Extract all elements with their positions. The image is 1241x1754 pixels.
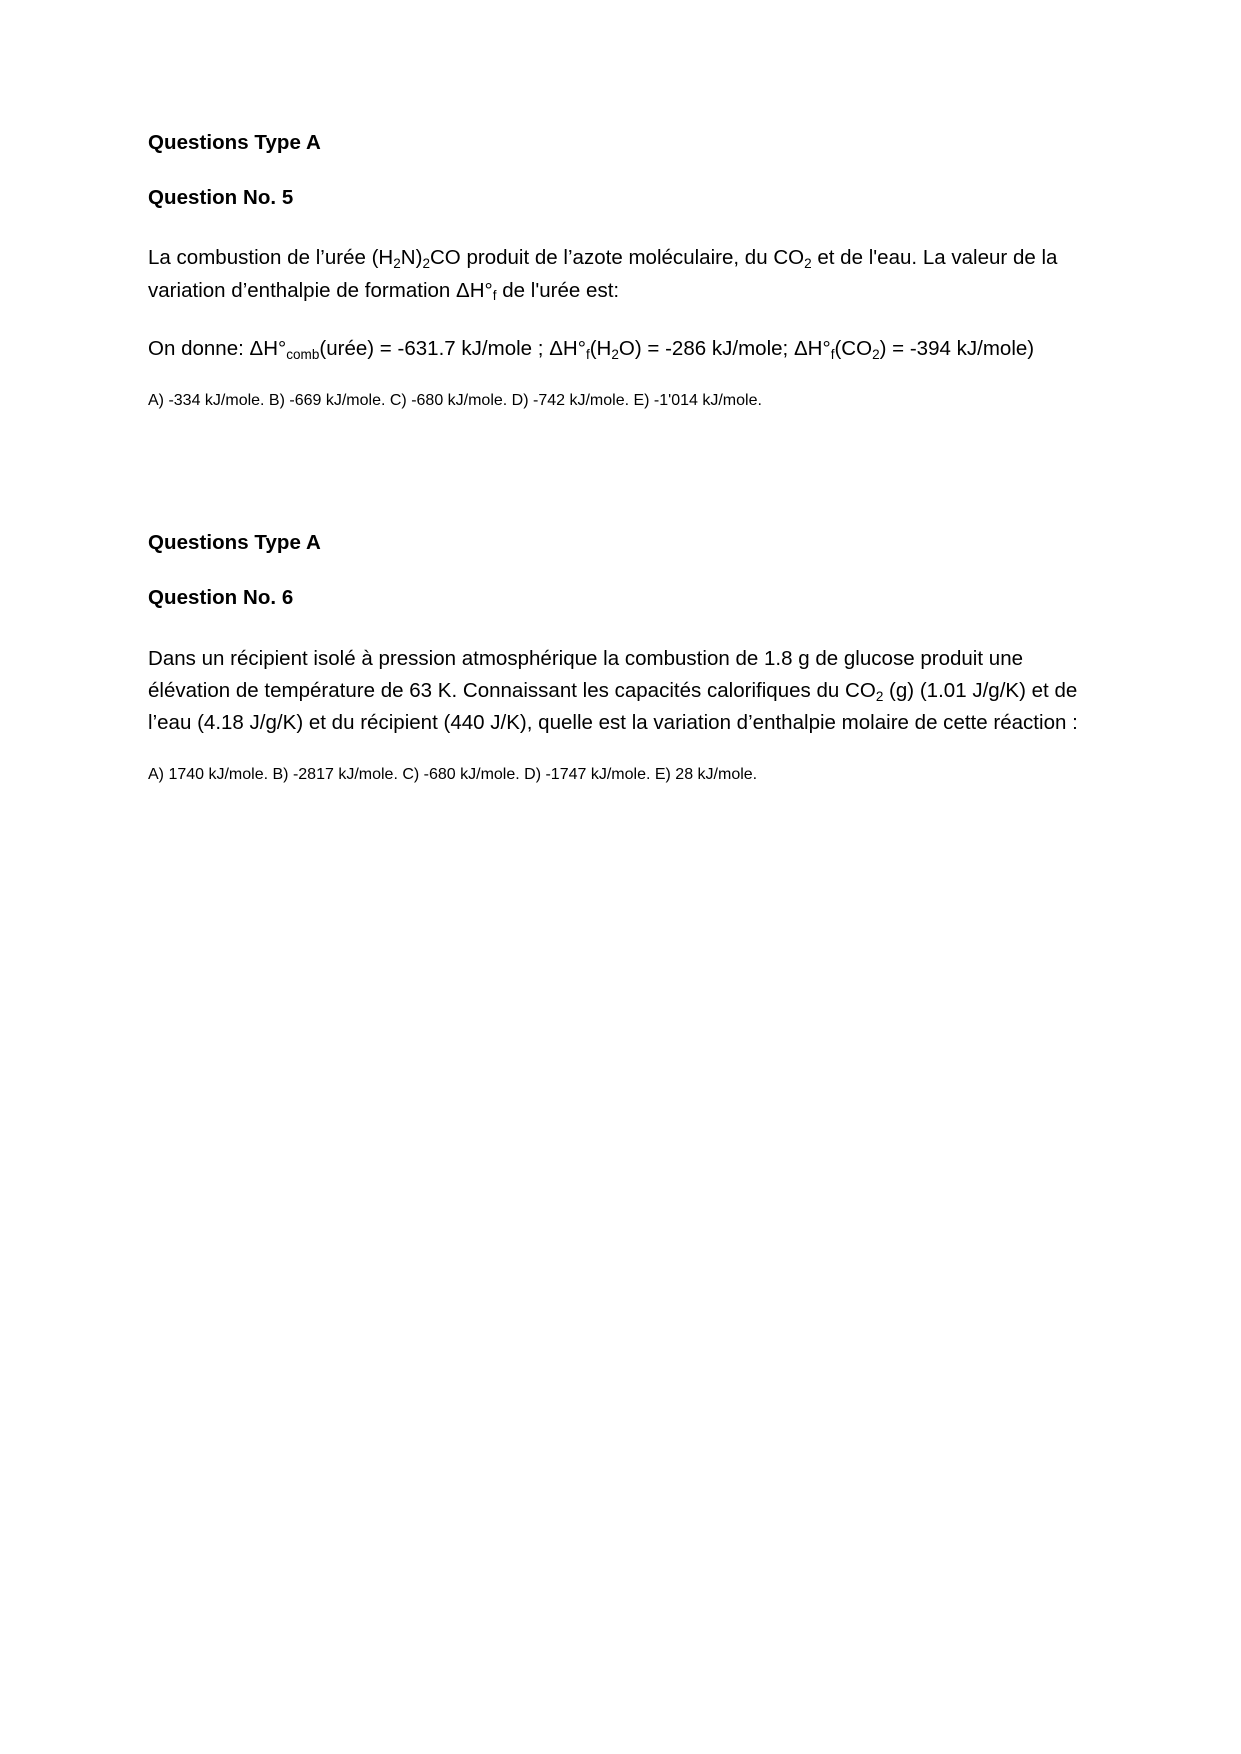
question-number-heading-6: Question No. 6 xyxy=(148,586,294,610)
section-spacer xyxy=(148,410,1093,528)
question-block-6 xyxy=(148,528,1093,783)
question-given-data-5 xyxy=(148,333,1093,365)
document-body xyxy=(148,128,1093,784)
question-statement-6 xyxy=(148,643,1093,740)
answer-options-list-6: A) 1740 kJ/mole. B) -2817 kJ/mole. C) -680 kJ/mole. D) -1747 kJ/mole. E) 28 kJ/mole. xyxy=(148,765,758,783)
question-number-heading-5: Question No. 5 xyxy=(148,186,294,210)
question-given-data-5-text: On donne: $\Delta H^\circ_{comb}(urée) = -631.7$ kJ/mole ; $\Delta H^\circ_f(H_2O) = -286$ kJ/mole; $\Delta H^\circ_f(CO_2) = -394$ kJ/mole) xyxy=(148,336,1035,362)
question-statement-5 xyxy=(148,242,1093,307)
section-title-questions-type-a-2: Questions Type A xyxy=(148,531,321,555)
question-block-5 xyxy=(148,128,1093,410)
question-statement-6-text: Dans un récipient isolé à pression atmosphérique la combustion de 1.8 g de glucose produit une élévation de température de 63 K. Connaissant les capacités calorifiques du $CO_2$ (g) (1.01 J/g/K) et de l’eau (4.18 J/g/K) et du récipient (440 J/K), quelle est la variation d’enthalpie molaire de cette réaction : xyxy=(148,646,1078,735)
section-title-questions-type-a: Questions Type A xyxy=(148,131,321,154)
question-statement-5-text: La combustion de l’urée $(H_2N)_2CO$ produit de l’azote moléculaire, du $CO_2$ et de l'eau. La valeur de la variation d’enthalpie de formation $\Delta H^\circ_f$ de l'urée est: xyxy=(148,246,1058,304)
answer-options-list-5: A) -334 kJ/mole. B) -669 kJ/mole. C) -680 kJ/mole. D) -742 kJ/mole. E) -1'014 kJ/mole. xyxy=(148,392,762,410)
